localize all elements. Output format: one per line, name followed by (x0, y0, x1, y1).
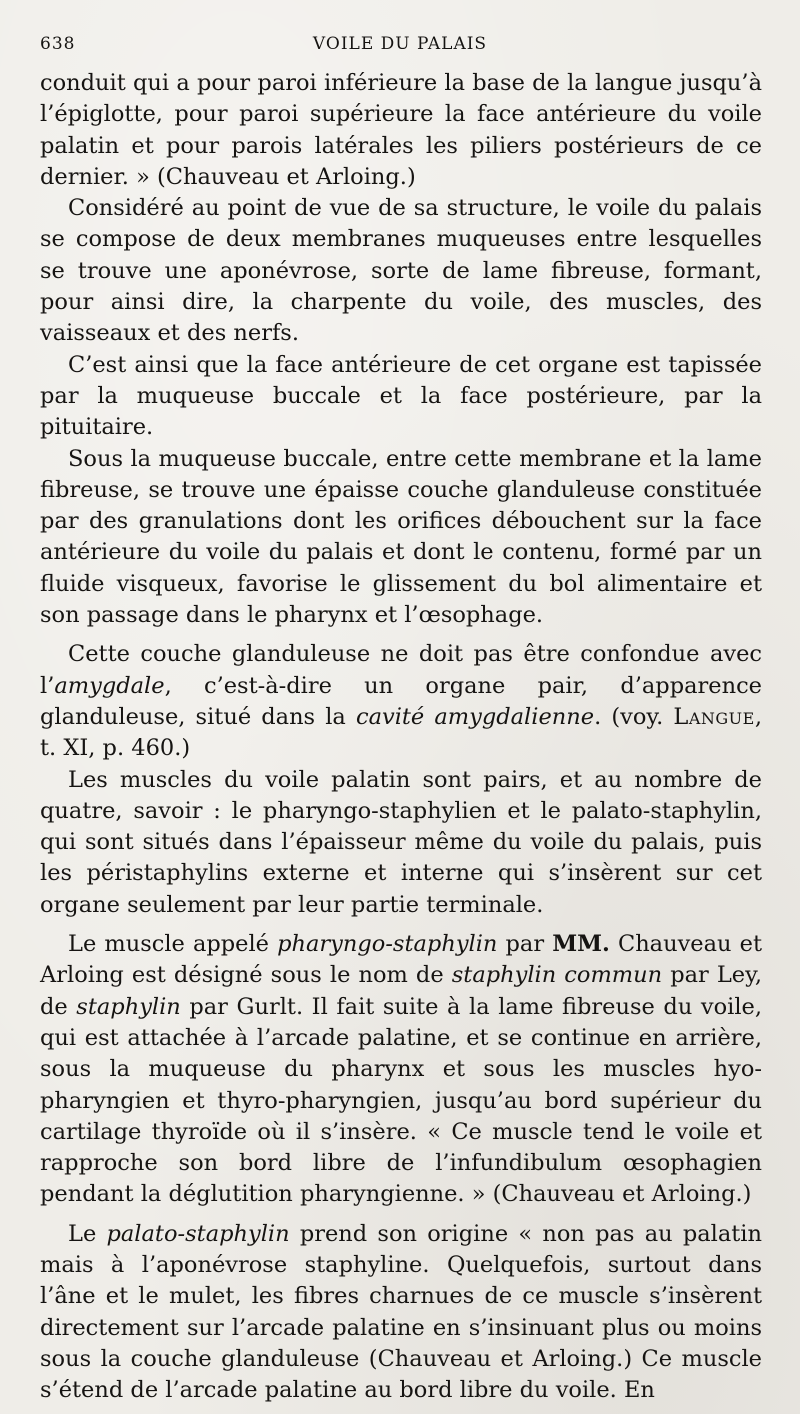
p5-text-e: . (voy. (594, 703, 674, 730)
paragraph-1: conduit qui a pour paroi inférieure la base de la langue jusqu’à l’épiglotte, pour paroi supérieure la face antérieure du voile palatin et pour parois latérales les piliers postérieurs de ce dernier. » (Chauveau et Arloing.) (40, 70, 762, 190)
page-header (40, 34, 760, 60)
paragraph-5 (40, 639, 762, 764)
paragraph-8 (40, 1219, 762, 1407)
p5-text-c: , c’est-à-dire un organe pair, d’apparence glanduleuse, situé dans la (40, 672, 762, 730)
p7-italic-staphylin: staphylin (76, 993, 181, 1020)
p7-italic-pharyngo: pharyngo-staphylin (277, 931, 498, 958)
p7-italic-staphylin-commun: staphylin commun (451, 962, 663, 989)
paragraph-3: C’est ainsi que la face antérieure de cet organe est tapissée par la muqueuse buccale et la face postérieure, par la pituitaire. (40, 351, 762, 441)
paragraph-4: Sous la muqueuse buccale, entre cette membrane et la lame fibreuse, se trouve une épaisse couche glanduleuse constituée par des granulations dont les orifices débouchent sur la face antérieure du voile du palais et dont le contenu, formé par un fluide visqueux, favorise le glissement du bol alimentaire et son passage dans le pharynx et l’œsophage. (40, 445, 762, 629)
paragraph-7 (40, 929, 762, 1211)
paragraph-6: Les muscles du voile palatin sont pairs, et au nombre de quatre, savoir : le pharyngo-staphylien et le palato-staphylin, qui sont situés dans l’épaisseur même du voile du palais, puis les péristaphylins externe et interne qui s’insèrent sur cet organe seulement par leur partie terminale. (40, 766, 762, 918)
page-number: 638 (40, 34, 76, 54)
p5-text-a: Cette couche glanduleuse ne doit pas être confondue avec l’ (40, 641, 762, 699)
p7-text-i: par Gurlt. Il fait suite à la lame fibreuse du voile, qui est attachée à l’arcade palatine, et se continue en arrière, sous la muqueuse du pharynx et sous les muscles hyo-pharyngien et thyro-pharyngien, jusqu’au bord supérieur du cartilage thyroïde où il s’insère. « Ce muscle tend le voile et rapproche son bord libre de l’infundibulum œsophagien pendant la déglutition pharyngienne. » (Chauveau et Arloing.) (40, 993, 762, 1208)
running-title: VOILE DU PALAIS (312, 34, 488, 54)
p7-text-g: par Ley, de (40, 962, 762, 1020)
p7-text-e: Chauveau et Arloing est désigné sous le nom de (40, 931, 762, 989)
paragraph-2: Considéré au point de vue de sa structure, le voile du palais se compose de deux membranes muqueuses entre lesquelles se trouve une aponévrose, sorte de lame fibreuse, formant, pour ainsi dire, la charpente du voile, des muscles, des vaisseaux et des nerfs. (40, 195, 762, 347)
p8-text-c: prend son origine « non pas au palatin mais à l’aponévrose staphyline. Quelquefois, surtout dans l’âne et le mulet, les fibres charnues de ce muscle s’insèrent directement sur l’arcade palatine en s’insinuant plus ou moins sous la couche glanduleuse (Chauveau et Arloing.) Ce muscle s’étend de l’arcade palatine au bord libre du voile. En (40, 1220, 762, 1404)
body-text (40, 68, 762, 1406)
p5-smallcaps-langue: Langue (673, 703, 755, 730)
p8-text-a: Le (68, 1220, 107, 1247)
p7-text-c: par (497, 931, 553, 958)
p5-italic-cavite: cavité amygdalienne (355, 703, 595, 730)
p5-text-g: , t. XI, p. 460.) (40, 703, 762, 762)
p7-bold-mm: MM. (552, 931, 610, 958)
p7-text-a: Le muscle appelé (68, 931, 278, 958)
p8-italic-palato: palato-staphylin (106, 1220, 290, 1247)
p5-italic-amygdale: amygdale (54, 672, 165, 699)
